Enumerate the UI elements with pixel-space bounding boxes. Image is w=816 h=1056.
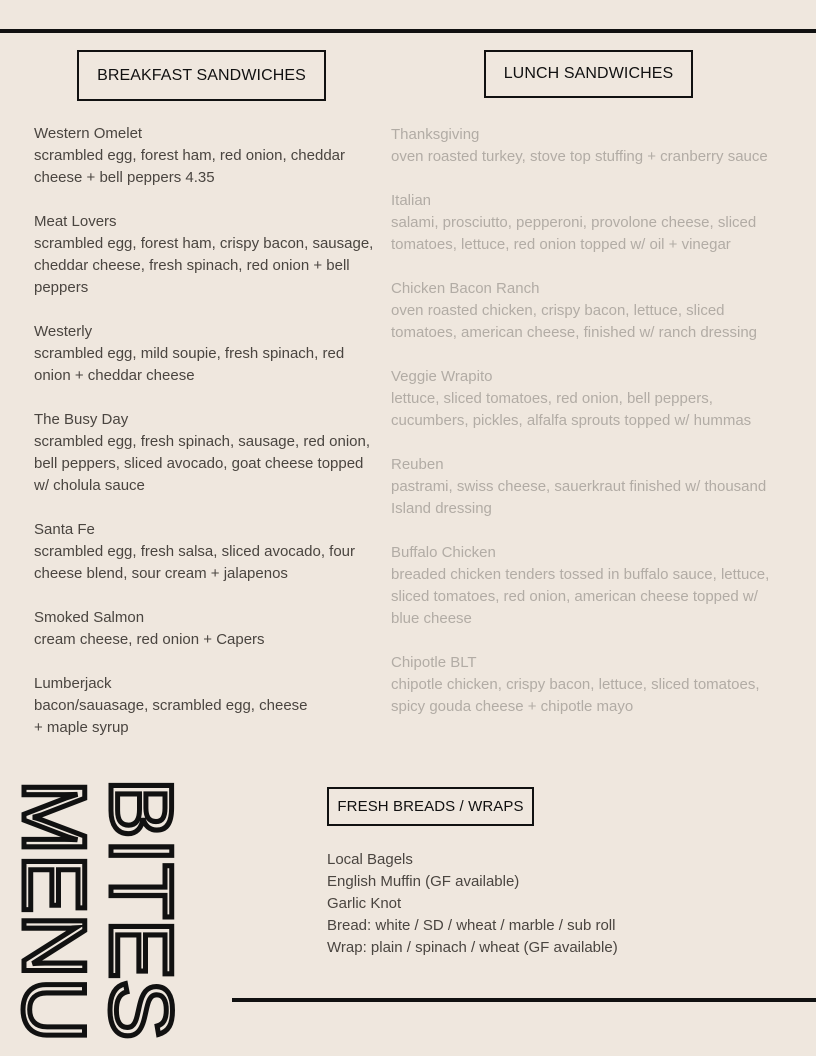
list-item: Garlic Knot: [327, 895, 402, 912]
item-name: The Busy Day: [34, 411, 129, 428]
menu-item: [391, 454, 776, 520]
item-name: Lumberjack: [34, 675, 112, 692]
menu-item: [34, 123, 374, 189]
item-description: cream cheese, red onion + Capers: [34, 631, 265, 648]
title-word-bites: BITES: [92, 778, 183, 1033]
breads-heading: FRESH BREADS / WRAPS: [327, 787, 534, 826]
menu-item: [34, 519, 374, 585]
item-description: scrambled egg, forest ham, red onion, cheddar cheese + bell peppers 4.35: [34, 147, 346, 186]
item-name: Italian: [391, 192, 432, 209]
item-description: scrambled egg, forest ham, crispy bacon, sausage, cheddar cheese, fresh spinach, red onion + bell peppers: [34, 235, 374, 296]
item-description: bacon/sauasage, scrambled egg, cheese + maple syrup: [34, 697, 308, 736]
lunch-heading: LUNCH SANDWICHES: [484, 50, 693, 98]
item-name: Westerly: [34, 323, 93, 340]
item-name: Reuben: [391, 456, 444, 473]
top-divider: [0, 29, 816, 33]
item-name: Veggie Wrapito: [391, 368, 493, 385]
menu-item: [34, 607, 374, 651]
menu-item: [34, 211, 374, 299]
menu-item: [391, 542, 781, 630]
item-name: Buffalo Chicken: [391, 544, 496, 561]
menu-item: [391, 652, 776, 718]
menu-item: [34, 321, 374, 387]
menu-item: [391, 366, 766, 432]
item-description: lettuce, sliced tomatoes, red onion, bell peppers, cucumbers, pickles, alfalfa sprouts topped w/ hummas: [391, 390, 752, 429]
item-description: scrambled egg, mild soupie, fresh spinach, red onion + cheddar cheese: [34, 345, 345, 384]
list-item: Local Bagels: [327, 851, 413, 868]
item-name: Thanksgiving: [391, 126, 480, 143]
item-name: Western Omelet: [34, 125, 143, 142]
item-name: Santa Fe: [34, 521, 95, 538]
item-name: Meat Lovers: [34, 213, 117, 230]
item-description: oven roasted chicken, crispy bacon, lettuce, sliced tomatoes, american cheese, finished w/ ranch dressing: [391, 302, 758, 341]
breakfast-list: [34, 123, 374, 761]
item-name: Chipotle BLT: [391, 654, 477, 671]
item-description: breaded chicken tenders tossed in buffalo sauce, lettuce, sliced tomatoes, red onion, american cheese topped w/ blue cheese: [391, 566, 770, 627]
item-description: pastrami, swiss cheese, sauerkraut finished w/ thousand Island dressing: [391, 478, 767, 517]
item-description: scrambled egg, fresh salsa, sliced avocado, four cheese blend, sour cream + jalapenos: [34, 543, 355, 582]
list-item: English Muffin (GF available): [327, 873, 520, 890]
list-item: Wrap: plain / spinach / wheat (GF available): [327, 939, 618, 956]
item-name: Chicken Bacon Ranch: [391, 280, 540, 297]
item-description: oven roasted turkey, stove top stuffing + cranberry sauce: [391, 148, 768, 165]
title-word-menu: MENU: [8, 780, 104, 1040]
breads-list: [327, 849, 747, 959]
menu-item: [391, 124, 786, 168]
lunch-list: [391, 124, 786, 740]
menu-item: [391, 278, 766, 344]
menu-item: [391, 190, 766, 256]
bottom-divider: [232, 998, 816, 1002]
breakfast-heading: BREAKFAST SANDWICHES: [77, 50, 326, 101]
menu-item: [34, 673, 319, 739]
item-description: salami, prosciutto, pepperoni, provolone cheese, sliced tomatoes, lettuce, red onion topped w/ oil + vinegar: [391, 214, 757, 253]
item-name: Smoked Salmon: [34, 609, 145, 626]
item-description: scrambled egg, fresh spinach, sausage, red onion, bell peppers, sliced avocado, goat cheese topped w/ cholula sauce: [34, 433, 371, 494]
bites-menu-title: [8, 778, 183, 1046]
list-item: Bread: white / SD / wheat / marble / sub roll: [327, 917, 616, 934]
menu-item: [34, 409, 374, 497]
item-description: chipotle chicken, crispy bacon, lettuce, sliced tomatoes, spicy gouda cheese + chipotle mayo: [391, 676, 760, 715]
bites-menu-title-graphic: [8, 778, 183, 1046]
